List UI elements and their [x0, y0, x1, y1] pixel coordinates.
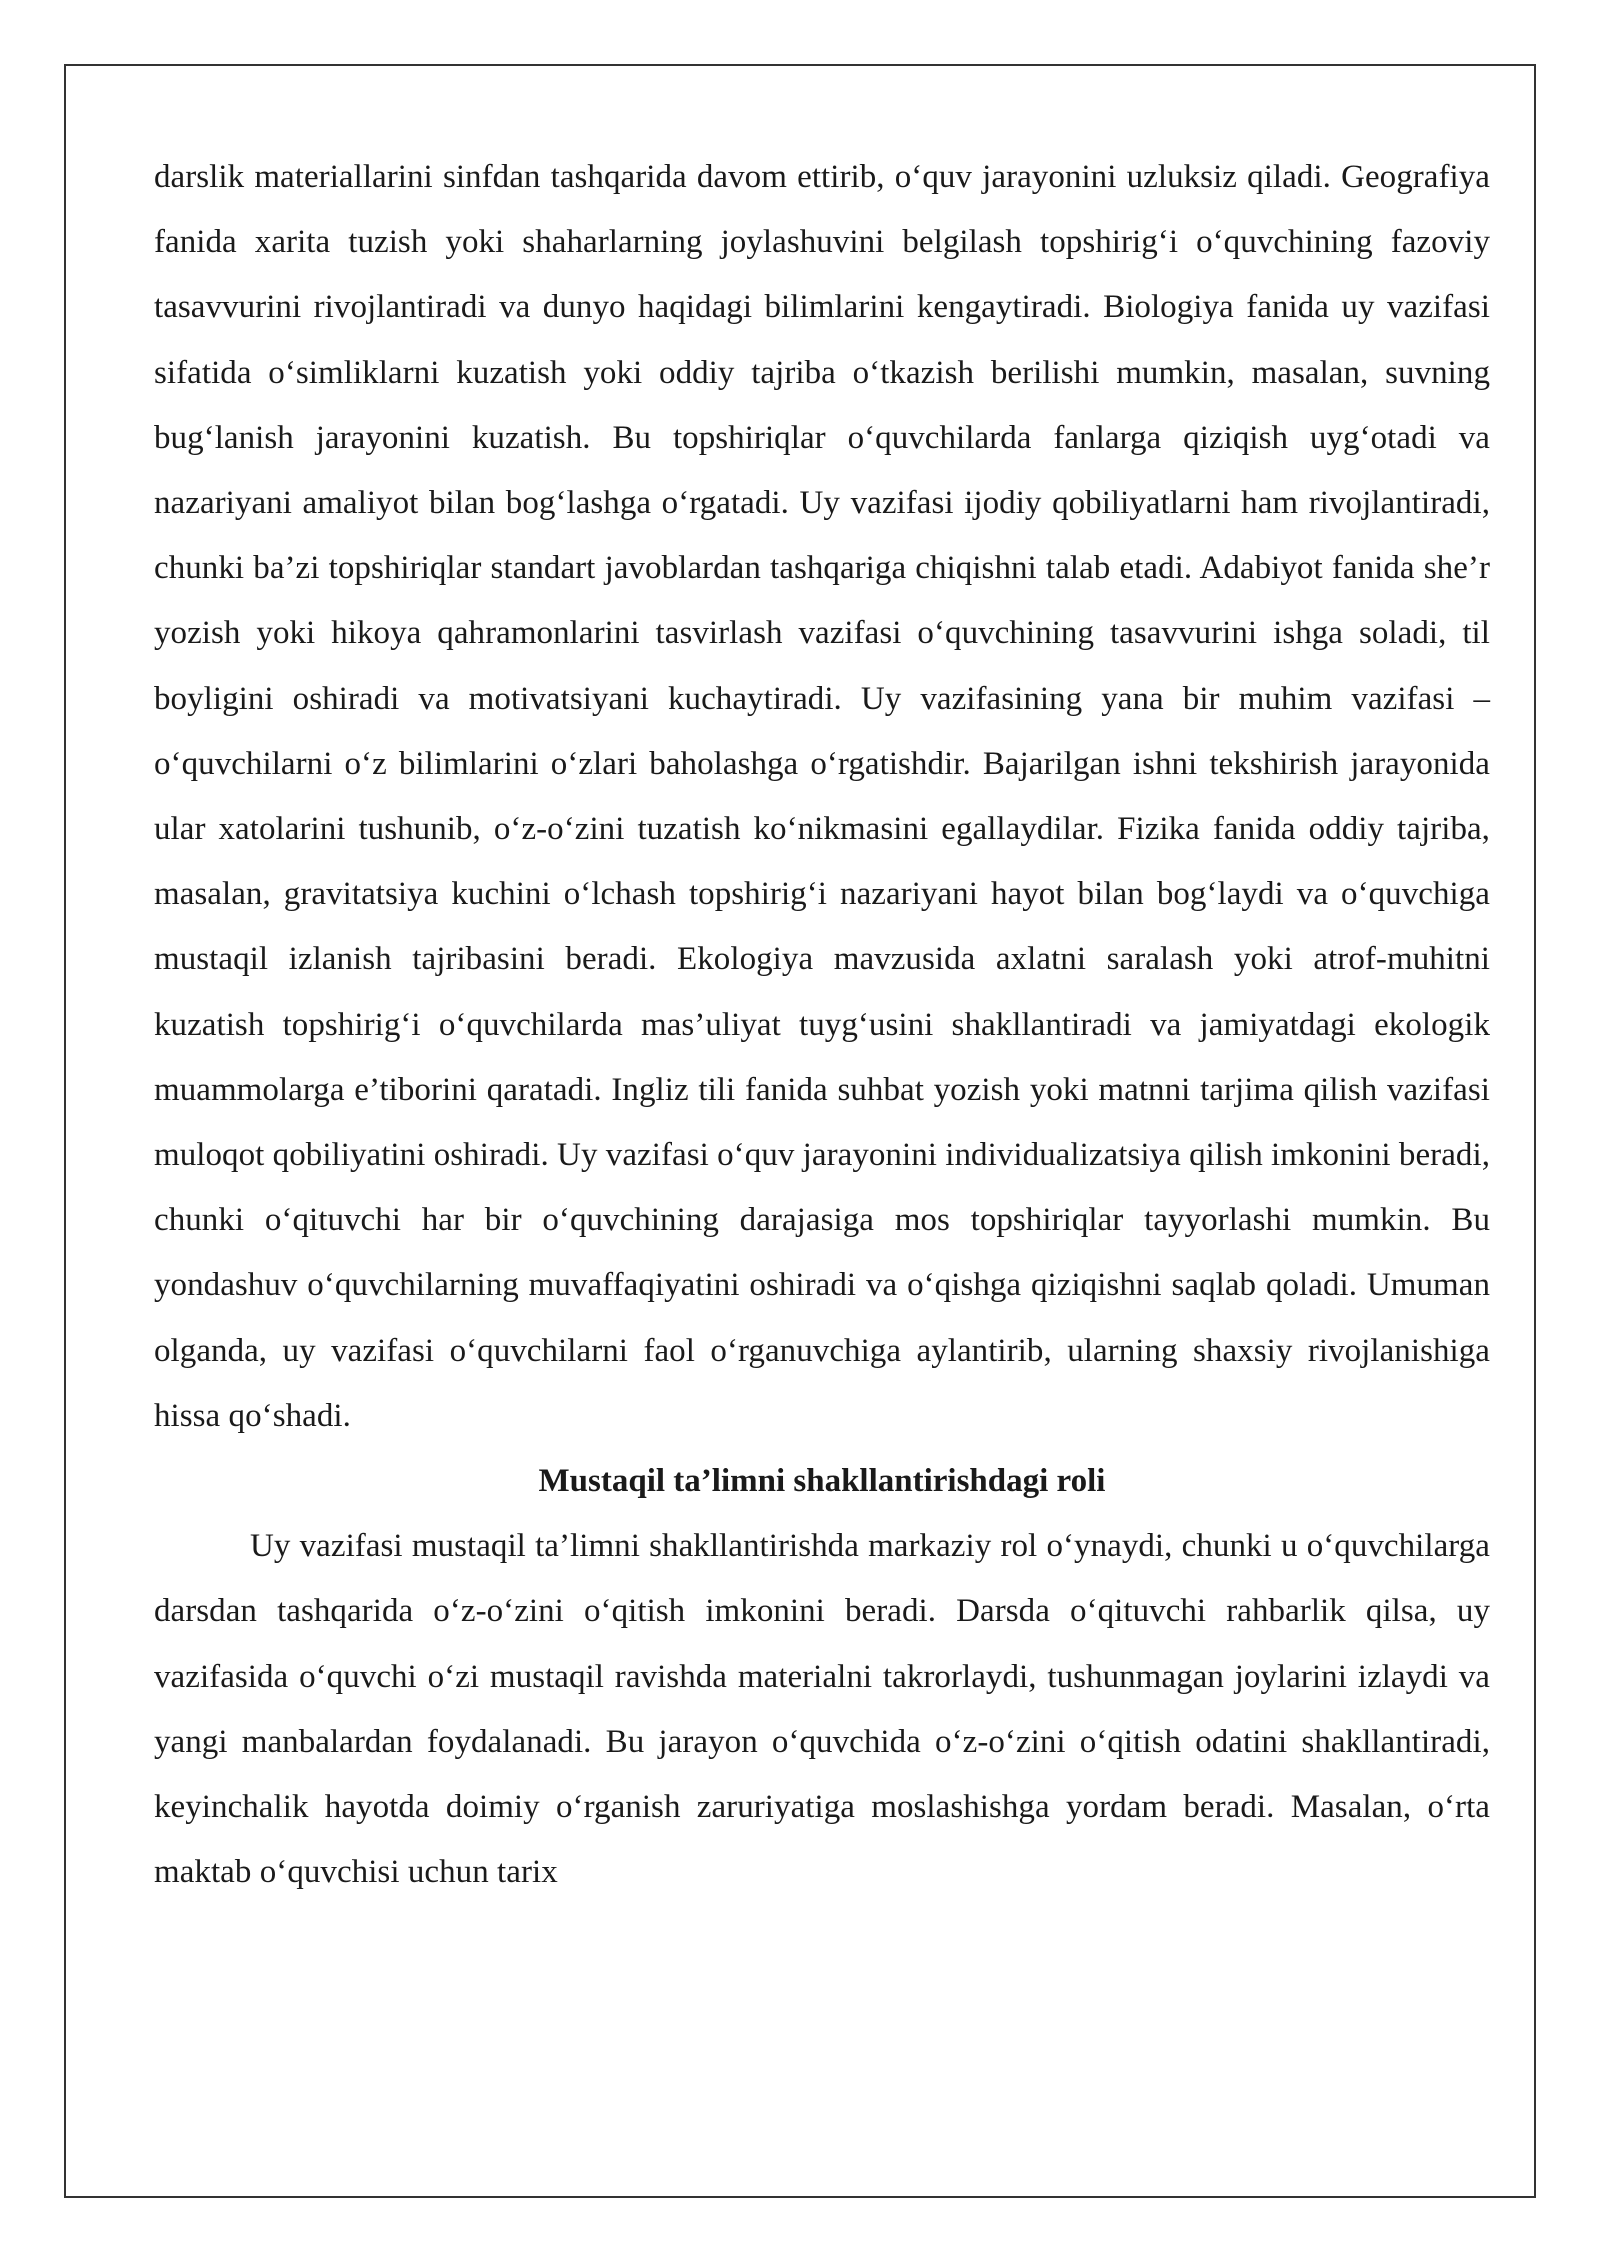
document-body [154, 145, 1490, 1905]
section-paragraph: Uy vazifasi mustaqil ta’limni shakllantirishda markaziy rol o‘ynaydi, chunki u o‘quvchilarga darsdan tashqarida o‘z-o‘zini o‘qitish imkonini beradi. Darsda o‘qituvchi rahbarlik qilsa, uy vazifasida o‘quvchi o‘zi mustaqil ravishda materialni takrorlaydi, tushunmagan joylarini izlaydi va yangi manbalardan foydalanadi. Bu jarayon o‘quvchida o‘z-o‘zini o‘qitish odatini shakllantiradi, keyinchalik hayotda doimiy o‘rganish zaruriyatiga moslashishga yordam beradi. Masalan, o‘rta maktab o‘quvchisi uchun tarix [154, 1528, 1490, 1891]
body-paragraph: darslik materiallarini sinfdan tashqarida davom ettirib, o‘quv jarayonini uzluksiz qiladi. Geografiya fanida xarita tuzish yoki shaharlarning joylashuvini belgilash topshirig‘i o‘quvchining fazoviy tasavvurini rivojlantiradi va dunyo haqidagi bilimlarini kengaytiradi. Biologiya fanida uy vazifasi sifatida o‘simliklarni kuzatish yoki oddiy tajriba o‘tkazish berilishi mumkin, masalan, suvning bug‘lanish jarayonini kuzatish. Bu topshiriqlar o‘quvchilarda fanlarga qiziqish uyg‘otadi va nazariyani amaliyot bilan bog‘lashga o‘rgatadi. Uy vazifasi ijodiy qobiliyatlarni ham rivojlantiradi, chunki ba’zi topshiriqlar standart javoblardan tashqariga chiqishni talab etadi. Adabiyot fanida she’r yozish yoki hikoya qahramonlarini tasvirlash vazifasi o‘quvchining tasavvurini ishga soladi, til boyligini oshiradi va motivatsiyani kuchaytiradi. Uy vazifasining yana bir muhim vazifasi – o‘quvchilarni o‘z bilimlarini o‘zlari baholashga o‘rgatishdir. Bajarilgan ishni tekshirish jarayonida ular xatolarini tushunib, o‘z-o‘zini tuzatish ko‘nikmasini egallaydilar. Fizika fanida oddiy tajriba, masalan, gravitatsiya kuchini o‘lchash topshirig‘i nazariyani hayot bilan bog‘laydi va o‘quvchiga mustaqil izlanish tajribasini beradi. Ekologiya mavzusida axlatni saralash yoki atrof-muhitni kuzatish topshirig‘i o‘quvchilarda mas’uliyat tuyg‘usini shakllantiradi va jamiyatdagi ekologik muammolarga e’tiborini qaratadi. Ingliz tili fanida suhbat yozish yoki matnni tarjima qilish vazifasi muloqot qobiliyatini oshiradi. Uy vazifasi o‘quv jarayonini individualizatsiya qilish imkonini beradi, chunki o‘qituvchi har bir o‘quvchining darajasiga mos topshiriqlar tayyorlashi mumkin. Bu yondashuv o‘quvchilarning muvaffaqiyatini oshiradi va o‘qishga qiziqishni saqlab qoladi. Umuman olganda, uy vazifasi o‘quvchilarni faol o‘rganuvchiga aylantirib, ularning shaxsiy rivojlanishiga hissa qo‘shadi. [154, 159, 1490, 1434]
section-heading: Mustaqil ta’limni shakllantirishdagi roli [538, 1463, 1106, 1500]
